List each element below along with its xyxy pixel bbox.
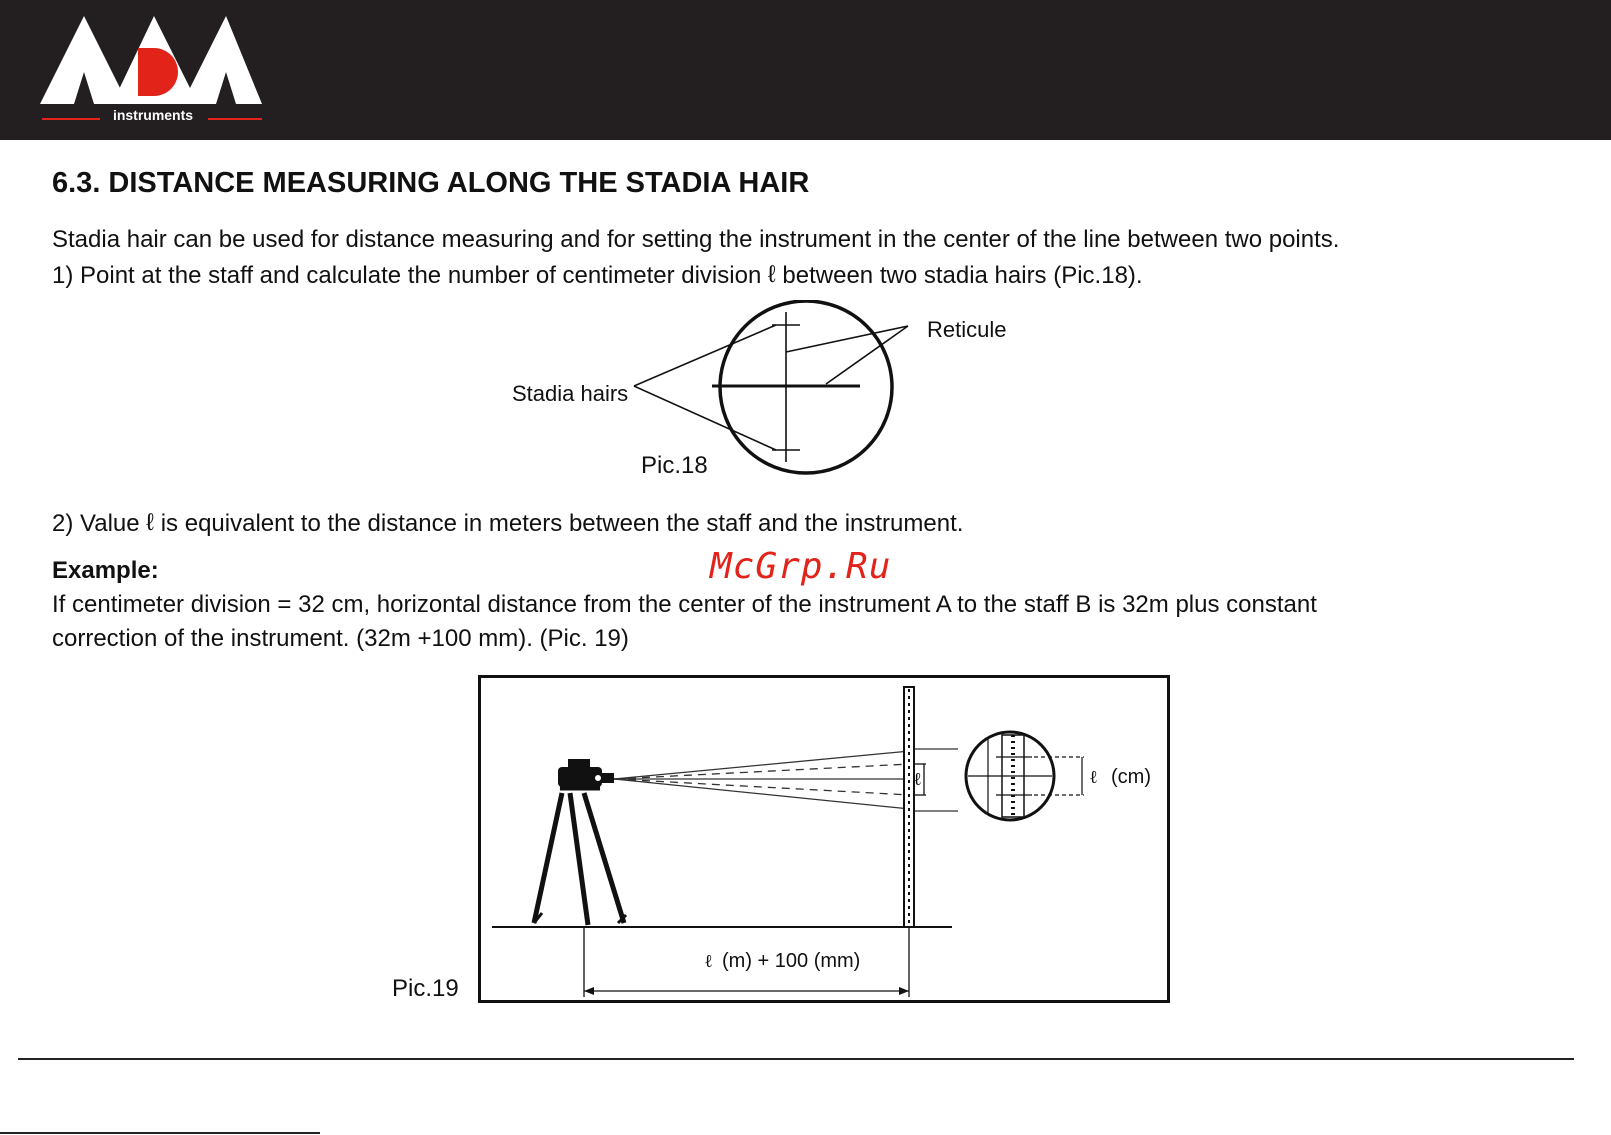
cm-label: (cm): [1111, 766, 1151, 788]
cm-ell-symbol: ℓ: [1090, 767, 1097, 788]
intro-paragraph: Stadia hair can be used for distance measuring and for setting the instrument in the center of the line between two points.: [52, 226, 1340, 253]
example-line-1: If centimeter division = 32 cm, horizontal distance from the center of the instrument A to the staff B is 32m plus constant: [52, 591, 1317, 618]
step-1-paragraph: [52, 262, 1143, 290]
leveling-staff: [904, 687, 914, 927]
distance-ell-symbol: ℓ: [705, 951, 712, 972]
watermark-text: McGrp.Ru: [710, 546, 892, 587]
footer-divider: [18, 1058, 1574, 1060]
distance-label: (m) + 100 (mm): [722, 950, 861, 972]
step-2-text-a: 2) Value: [52, 510, 140, 537]
ell-symbol: ℓ: [767, 261, 776, 288]
section-title: 6.3. DISTANCE MEASURING ALONG THE STADIA HAIR: [52, 167, 810, 199]
step-1-text-a: 1) Point at the staff and calculate the number of centimeter division: [52, 262, 762, 289]
stadia-pointer-lower: [634, 386, 776, 450]
ell-symbol: ℓ: [146, 509, 155, 536]
stadia-hairs-label: Stadia hairs: [512, 381, 629, 406]
logo-subtitle: instruments: [112, 107, 194, 123]
step-2-text-b: is equivalent to the distance in meters between the staff and the instrument.: [160, 510, 964, 537]
magnified-eyepiece: [966, 732, 1054, 820]
ada-logo: [40, 14, 270, 129]
pic18-caption: Pic.18: [641, 452, 708, 479]
example-label: Example:: [52, 557, 159, 584]
footer-short-rule: [0, 1132, 320, 1134]
step-2-paragraph: [52, 510, 963, 538]
staff-ell-label: ℓ: [914, 769, 921, 790]
reticule-label: Reticule: [927, 317, 1007, 342]
header-bar: [0, 0, 1611, 140]
step-1-text-b: between two stadia hairs (Pic.18).: [782, 262, 1143, 289]
pic19-caption: Pic.19: [392, 975, 459, 1002]
stadia-pointer-upper: [634, 325, 776, 386]
example-line-2: correction of the instrument. (32m +100 mm). (Pic. 19): [52, 625, 629, 652]
pic19-diagram: [478, 675, 1170, 1005]
